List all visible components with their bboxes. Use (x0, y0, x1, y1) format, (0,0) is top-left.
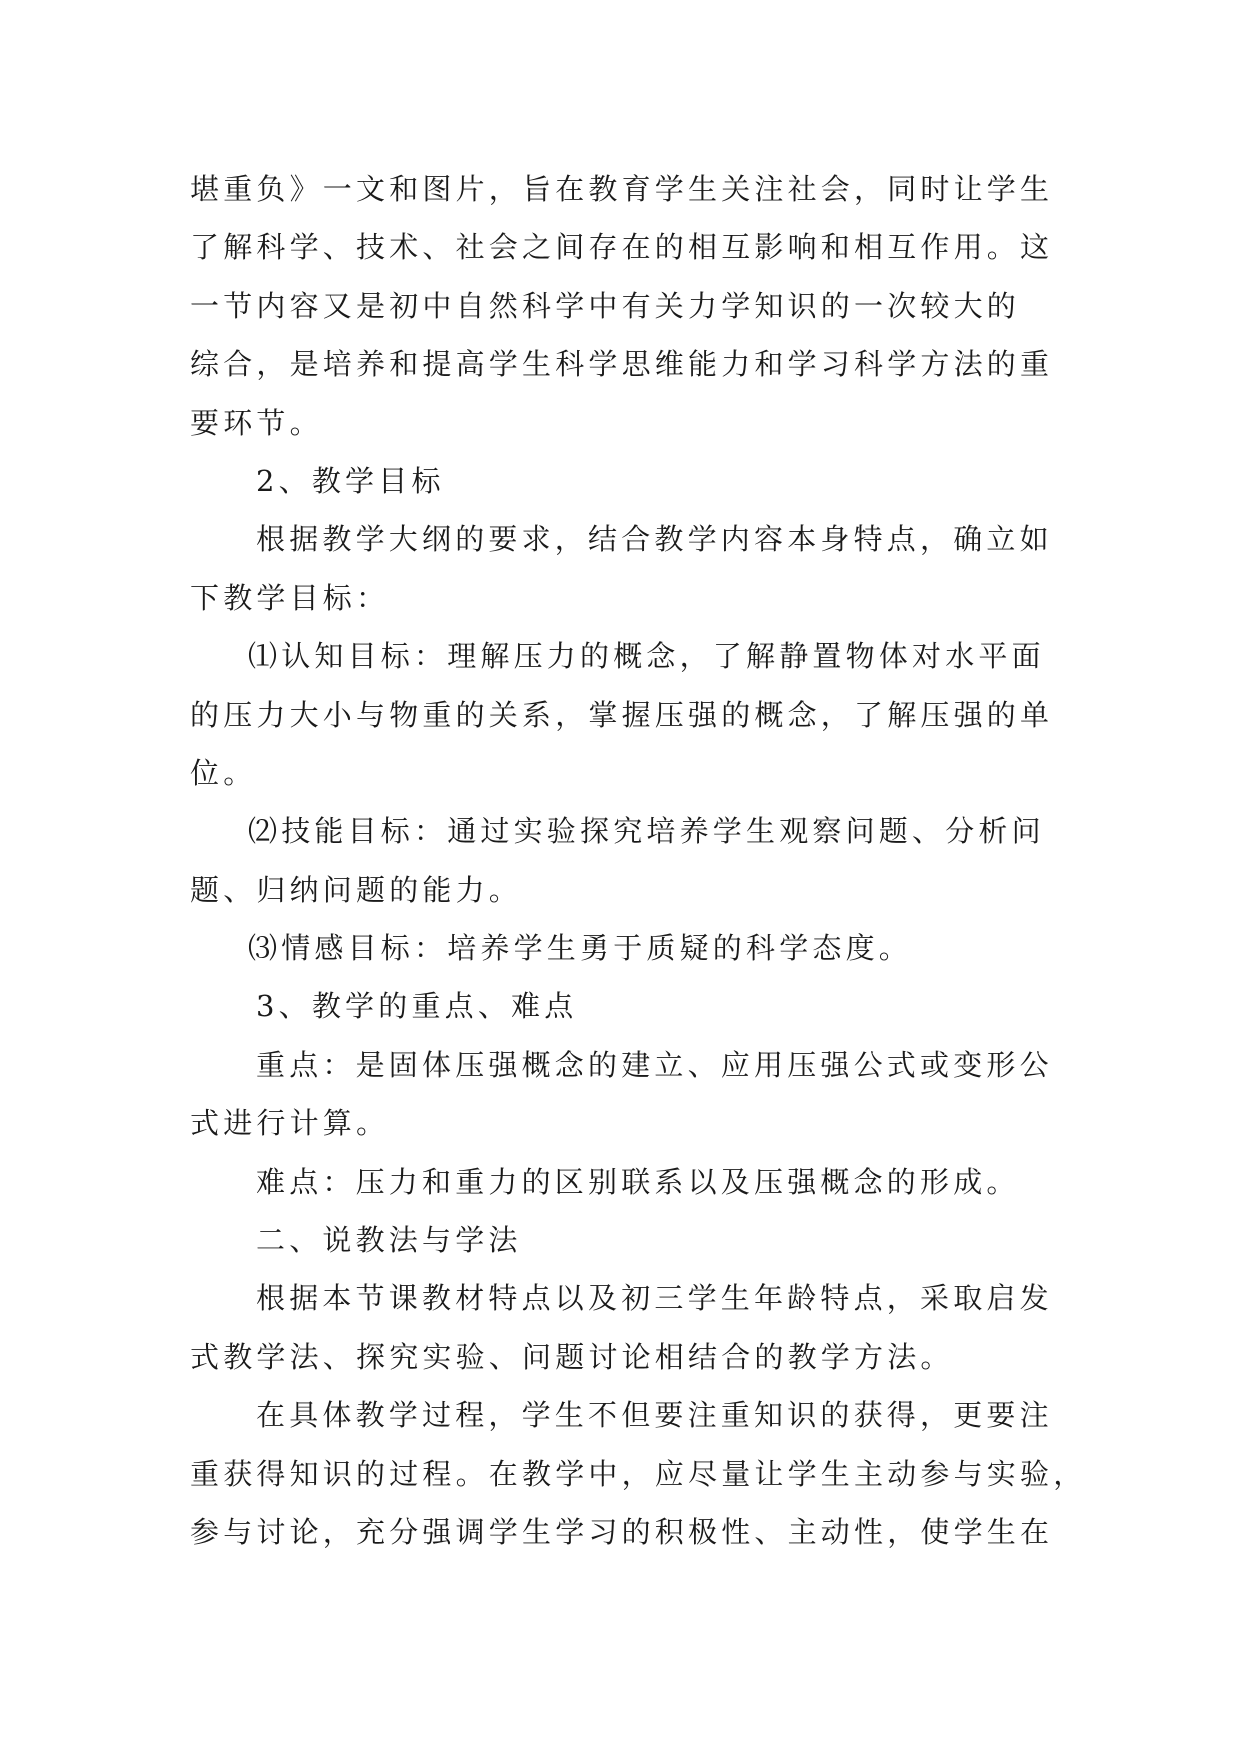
text-line: 的压力大小与物重的关系，掌握压强的概念，了解压强的单 (190, 697, 1054, 732)
text-line: 要环节。 (190, 405, 323, 440)
text-line: 3、教学的重点、难点 (256, 989, 578, 1024)
document-body (190, 160, 1087, 1561)
text-line: 重获得知识的过程。在教学中，应尽量让学生主动参与实验， (190, 1456, 1087, 1491)
text-line: 在具体教学过程，学生不但要注重知识的获得，更要注 (256, 1398, 1053, 1433)
text-line: 式教学法、探究实验、问题讨论相结合的教学方法。 (190, 1339, 954, 1374)
text-line: 根据教学大纲的要求，结合教学内容本身特点，确立如 (256, 522, 1053, 557)
text-line: 了解科学、技术、社会之间存在的相互影响和相互作用。这 (190, 230, 1054, 265)
text-line: 一节内容又是初中自然科学中有关力学知识的一次较大的 (190, 288, 1021, 323)
text-line: 重点：是固体压强概念的建立、应用压强公式或变形公 (256, 1047, 1053, 1082)
text-line: 题、归纳问题的能力。 (190, 872, 523, 907)
text-line: 式进行计算。 (190, 1106, 390, 1141)
text-line: ⑵技能目标：通过实验探究培养学生观察问题、分析问 (248, 814, 1045, 849)
text-line: 综合，是培养和提高学生科学思维能力和学习科学方法的重 (190, 347, 1054, 382)
text-line: 二、说教法与学法 (256, 1223, 522, 1258)
text-line: 位。 (190, 755, 257, 790)
text-line: 参与讨论，充分强调学生学习的积极性、主动性，使学生在 (190, 1514, 1054, 1549)
text-line: 堪重负》一文和图片，旨在教育学生关注社会，同时让学生 (190, 172, 1054, 206)
text-line: 根据本节课教材特点以及初三学生年龄特点，采取启发 (256, 1281, 1053, 1316)
text-line: ⑴认知目标：理解压力的概念，了解静置物体对水平面 (248, 639, 1045, 674)
text-line: 难点：压力和重力的区别联系以及压强概念的形成。 (256, 1164, 1020, 1199)
text-line: 下教学目标： (190, 580, 390, 615)
text-line: 2、教学目标 (256, 463, 445, 498)
text-line: ⑶情感目标：培养学生勇于质疑的科学态度。 (248, 931, 913, 966)
